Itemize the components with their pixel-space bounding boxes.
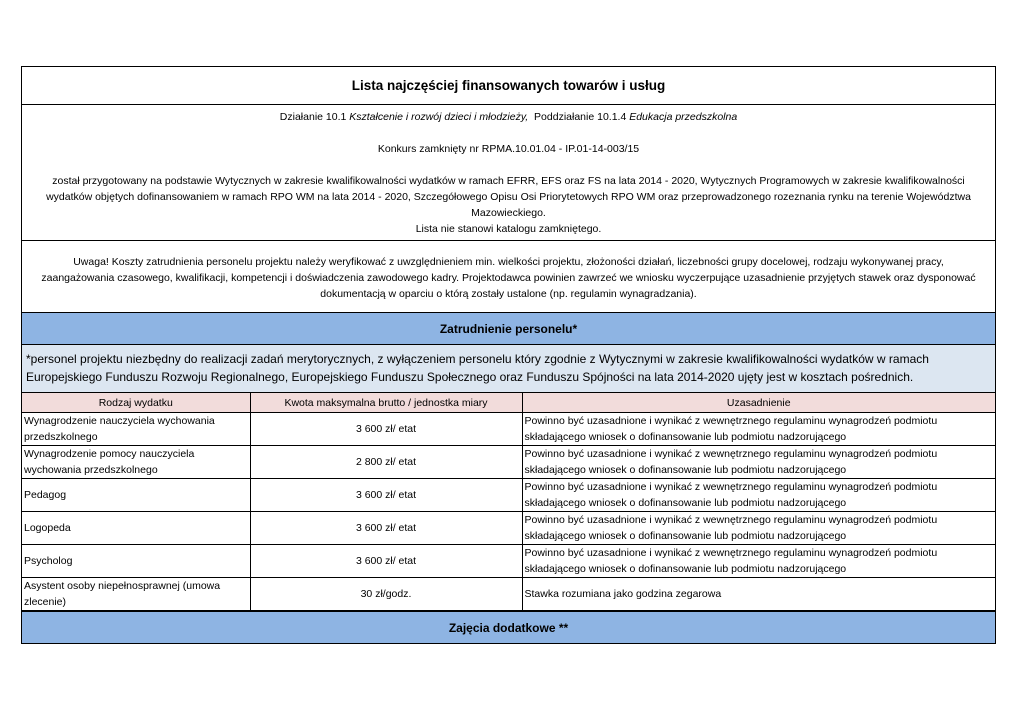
max-amount: 3 600 zł/ etat xyxy=(250,545,522,578)
expense-type: Asystent osoby niepełnosprawnej (umowa zlecenie) xyxy=(22,578,250,611)
subaction-prefix: Poddziałanie 10.1.4 xyxy=(528,111,630,123)
note-text: *personel projektu niezbędny do realizacji zadań merytorycznych, z wyłączeniem personelu który zgodnie z Wytycznymi w zakresie kwalifikowalności wydatków w ramach Europejskiego Funduszu Rozwoju Regionalnego, Europejskiego Funduszu Społecznego oraz Funduszu Spójności na lata 2014-2020 ujęty jest w kosztach pośrednich. xyxy=(26,352,929,384)
max-amount: 3 600 zł/ etat xyxy=(250,413,522,446)
warning-text: Uwaga! Koszty zatrudnienia personelu projektu należy weryfikować z uwzględnieniem min. wielkości projektu, złożoności działań, liczebności grupy docelowej, rodzaju wykonywanej pracy, zaangażowania czasowego, kwalifikacji, kompetencji i doświadczenia zawodowego kadry. Projektodawca powinien zawrzeć we wniosku wyczerpujące uzasadnienie przyjętych stawek oraz dysponować dokumentacją w oparciu o którą zostały ustalone (np. regulamin wynagradzania). xyxy=(41,256,976,300)
section-title: Zatrudnienie personelu* xyxy=(439,321,578,336)
justification: Stawka rozumiana jako godzina zegarowa xyxy=(522,578,995,611)
table-row xyxy=(22,413,995,446)
justification: Powinno być uzasadnione i wynikać z wewnętrznego regulaminu wynagrodzeń podmiotu składającego wniosek o dofinansowanie lub podmiotu nadzorującego xyxy=(522,545,995,578)
justification: Powinno być uzasadnione i wynikać z wewnętrznego regulaminu wynagrodzeń podmiotu składającego wniosek o dofinansowanie lub podmiotu nadzorującego xyxy=(522,413,995,446)
table-row xyxy=(22,545,995,578)
document-table xyxy=(21,66,996,644)
column-header: Rodzaj wydatku xyxy=(22,393,250,413)
table-row xyxy=(22,479,995,512)
staff-table xyxy=(22,393,995,611)
table-row xyxy=(22,446,995,479)
subaction-name: Edukacja przedszkolna xyxy=(629,111,738,123)
not-closed-text: Lista nie stanowi katalogu zamkniętego. xyxy=(415,223,602,235)
max-amount: 30 zł/godz. xyxy=(250,578,522,611)
max-amount: 3 600 zł/ etat xyxy=(250,512,522,545)
max-amount: 3 600 zł/ etat xyxy=(250,479,522,512)
expense-type: Logopeda xyxy=(22,512,250,545)
expense-type: Wynagrodzenie pomocy nauczyciela wychowania przedszkolnego xyxy=(22,446,250,479)
prepared-text: został przygotowany na podstawie Wytycznych w zakresie kwalifikowalności wydatków w ramach EFRR, EFS oraz FS na lata 2014 - 2020, Wytycznych Programowych w zakresie kwalifikowalności wydatków objętych dofinansowaniem w ramach RPO WM na lata 2014 - 2020, Szczegółowego Opisu Osi Priorytetowych RPO WM oraz przeprowadzonego rozeznania rynku na terenie Województwa Mazowieckiego. xyxy=(46,175,971,219)
max-amount: 2 800 zł/ etat xyxy=(250,446,522,479)
info-block xyxy=(22,105,995,241)
warning-block xyxy=(22,241,995,313)
staff-note xyxy=(22,345,995,393)
table-row xyxy=(22,512,995,545)
justification: Powinno być uzasadnione i wynikać z wewnętrznego regulaminu wynagrodzeń podmiotu składającego wniosek o dofinansowanie lub podmiotu nadzorującego xyxy=(522,479,995,512)
justification: Powinno być uzasadnione i wynikać z wewnętrznego regulaminu wynagrodzeń podmiotu składającego wniosek o dofinansowanie lub podmiotu nadzorującego xyxy=(522,446,995,479)
page-title xyxy=(22,67,995,105)
justification: Powinno być uzasadnione i wynikać z wewnętrznego regulaminu wynagrodzeń podmiotu składającego wniosek o dofinansowanie lub podmiotu nadzorującego xyxy=(522,512,995,545)
expense-type: Pedagog xyxy=(22,479,250,512)
table-header-row xyxy=(22,393,995,413)
section-header-extra-classes xyxy=(22,612,995,643)
expense-type: Wynagrodzenie nauczyciela wychowania przedszkolnego xyxy=(22,413,250,446)
competition-line: Konkurs zamknięty nr RPMA.10.01.04 - IP.01-14-003/15 xyxy=(377,143,640,155)
staff-table-wrap xyxy=(22,393,995,612)
column-header: Uzasadnienie xyxy=(522,393,995,413)
section-header-staff xyxy=(22,313,995,345)
action-name: Kształcenie i rozwój dzieci i młodzieży, xyxy=(349,111,529,123)
table-row xyxy=(22,578,995,611)
expense-type: Psycholog xyxy=(22,545,250,578)
action-prefix: Działanie 10.1 xyxy=(279,111,350,123)
section-title: Zajęcia dodatkowe ** xyxy=(448,620,569,635)
action-line xyxy=(32,109,985,125)
title-text: Lista najczęściej finansowanych towarów i usług xyxy=(351,78,666,93)
column-header: Kwota maksymalna brutto / jednostka miary xyxy=(250,393,522,413)
